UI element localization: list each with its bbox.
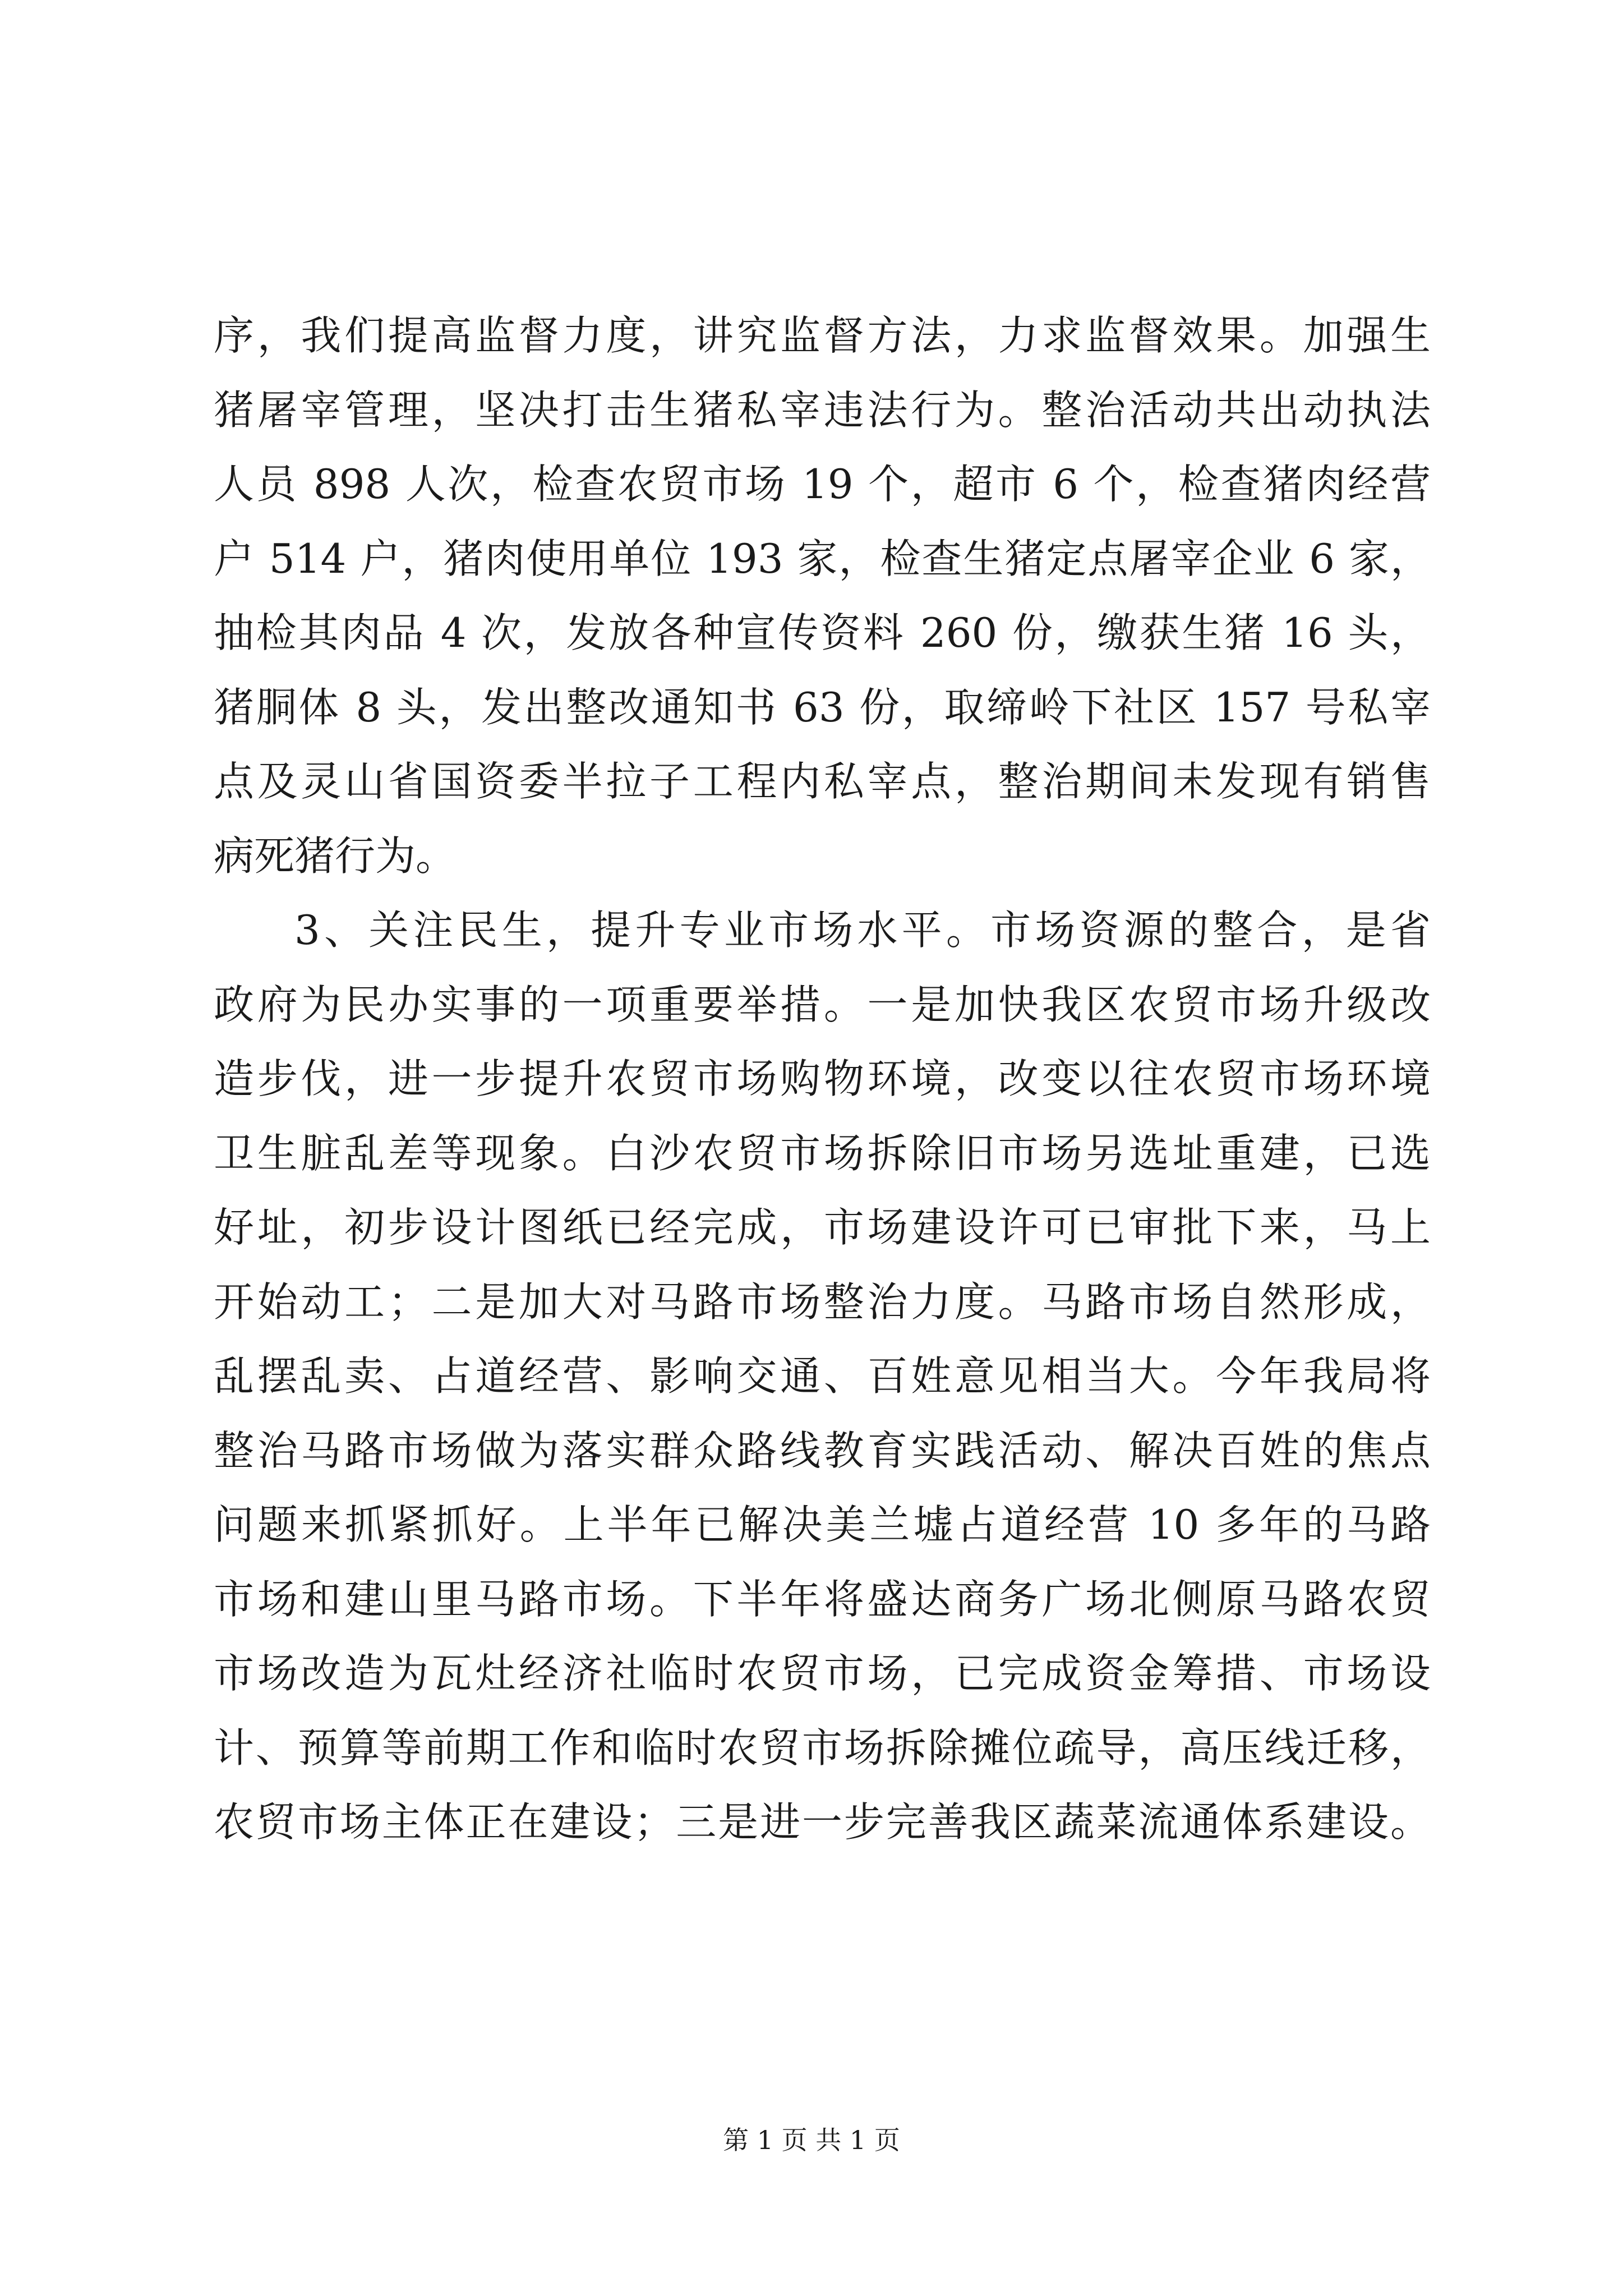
- page-footer: [0, 2123, 1623, 2157]
- text-line: 猪屠宰管理，坚决打击生猪私宰违法行为。整治活动共出动执法: [214, 386, 1431, 434]
- page-number-label: 第 1 页 共 1 页: [723, 2125, 900, 2155]
- document-body: [214, 298, 1431, 1860]
- text-line: 猪胴体 8 头，发出整改通知书 63 份，取缔岭下社区 157 号私宰: [214, 683, 1431, 731]
- text-line: 农贸市场主体正在建设；三是进一步完善我区蔬菜流通体系建设。: [214, 1798, 1431, 1846]
- text-line: 好址，初步设计图纸已经完成，市场建设许可已审批下来，马上: [214, 1204, 1431, 1251]
- text-line: 人员 898 人次，检查农贸市场 19 个，超市 6 个，检查猪肉经营: [214, 461, 1431, 508]
- text-line: 3、关注民生，提升专业市场水平。市场资源的整合，是省: [294, 907, 1431, 954]
- text-line: 政府为民办实事的一项重要举措。一是加快我区农贸市场升级改: [214, 981, 1431, 1028]
- text-line: 开始动工；二是加大对马路市场整治力度。马路市场自然形成，: [214, 1278, 1431, 1326]
- text-line: 点及灵山省国资委半拉子工程内私宰点，整治期间未发现有销售: [214, 758, 1431, 805]
- text-line: 病死猪行为。: [214, 832, 457, 880]
- text-line: 整治马路市场做为落实群众路线教育实践活动、解决百姓的焦点: [214, 1427, 1431, 1474]
- text-line: 卫生脏乱差等现象。白沙农贸市场拆除旧市场另选址重建，已选: [214, 1129, 1431, 1177]
- text-line: 市场改造为瓦灶经济社临时农贸市场，已完成资金筹措、市场设: [214, 1650, 1431, 1697]
- text-line: 问题来抓紧抓好。上半年已解决美兰墟占道经营 10 多年的马路: [214, 1501, 1431, 1548]
- text-line: 乱摆乱卖、占道经营、影响交通、百姓意见相当大。今年我局将: [214, 1352, 1431, 1400]
- text-line: 造步伐，进一步提升农贸市场购物环境，改变以往农贸市场环境: [214, 1055, 1431, 1102]
- text-line: 市场和建山里马路市场。下半年将盛达商务广场北侧原马路农贸: [214, 1575, 1431, 1623]
- text-line: 户 514 户，猪肉使用单位 193 家，检查生猪定点屠宰企业 6 家，: [214, 535, 1431, 582]
- text-line: 计、预算等前期工作和临时农贸市场拆除摊位疏导，高压线迁移，: [214, 1724, 1431, 1772]
- text-line: 序，我们提高监督力度，讲究监督方法，力求监督效果。加强生: [214, 312, 1431, 359]
- text-line: 抽检其肉品 4 次，发放各种宣传资料 260 份，缴获生猪 16 头，: [214, 609, 1431, 656]
